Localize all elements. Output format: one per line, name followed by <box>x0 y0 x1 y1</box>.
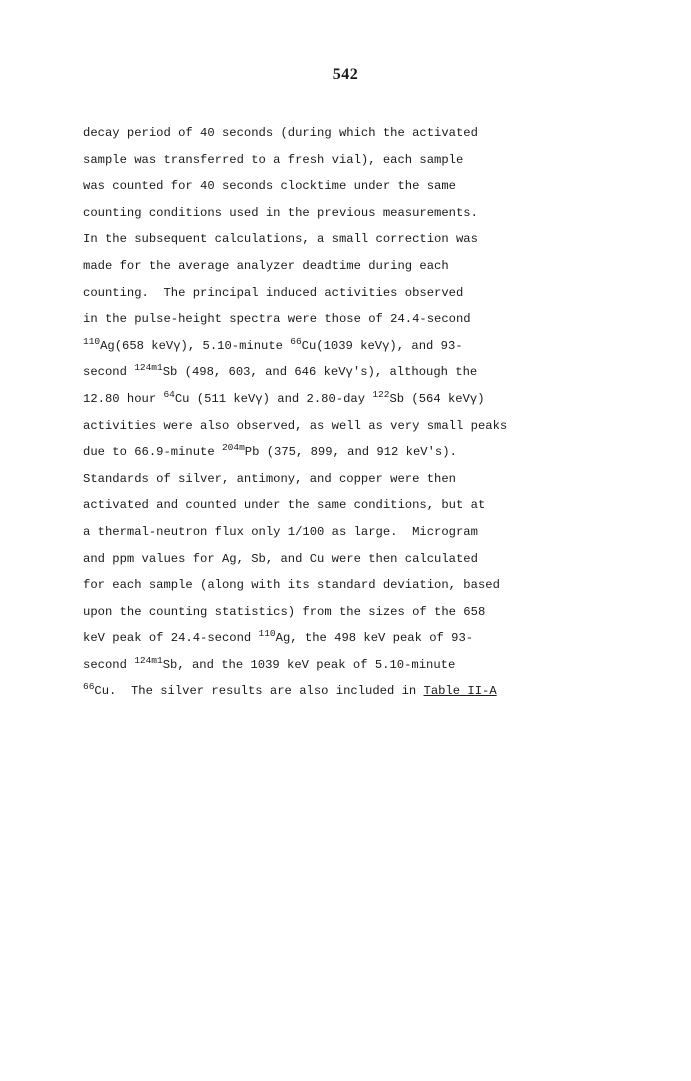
text-line <box>83 147 683 174</box>
text-segment: Sb, and the 1039 keV peak of 5.10-minute <box>162 657 456 672</box>
text-line <box>83 173 683 200</box>
text-line <box>83 492 683 519</box>
text-segment: for each sample (along with its standard deviation, based <box>83 578 500 593</box>
text-line <box>83 280 683 307</box>
text-line <box>83 625 683 652</box>
text-line <box>83 120 683 147</box>
text-segment: sample was transferred to a fresh vial), each sample <box>83 152 464 167</box>
text-segment: a thermal-neutron flux only 1/100 as large. Microgram <box>83 524 478 539</box>
text-line <box>83 386 683 413</box>
isotope-mass-superscript: 124m1 <box>134 362 163 374</box>
text-segment: Sb (564 keVγ) <box>389 391 485 406</box>
isotope-mass-superscript: 64 <box>163 388 175 400</box>
isotope-mass-superscript: 110 <box>258 628 276 640</box>
text-segment: Pb (375, 899, and 912 keV's). <box>244 445 457 460</box>
text-segment: Ag(658 keVγ), 5.10-minute <box>100 338 291 353</box>
text-line <box>83 678 683 705</box>
text-line <box>83 200 683 227</box>
text-segment: Ag, the 498 keV peak of 93- <box>275 631 474 646</box>
text-line <box>83 599 683 626</box>
text-segment: Cu(1039 keVγ), and 93- <box>301 338 463 353</box>
isotope-mass-superscript: 66 <box>83 681 95 693</box>
text-segment: due to 66.9-minute <box>83 445 222 460</box>
text-segment: keV peak of 24.4-second <box>83 631 259 646</box>
isotope-mass-superscript: 204m <box>221 442 245 454</box>
text-segment: counting. The principal induced activities observed <box>83 285 464 300</box>
text-segment: and ppm values for Ag, Sb, and Cu were then calculated <box>83 551 478 566</box>
text-line <box>83 253 683 280</box>
table-reference: Table II-A <box>423 684 497 699</box>
text-line <box>83 333 683 360</box>
text-segment: in the pulse-height spectra were those of 24.4-second <box>83 312 471 327</box>
text-line <box>83 413 683 440</box>
text-line <box>83 439 683 466</box>
text-line <box>83 359 683 386</box>
isotope-mass-superscript: 122 <box>372 388 390 400</box>
text-segment: Sb (498, 603, and 646 keVγ's), although the <box>162 365 478 380</box>
text-line <box>83 546 683 573</box>
text-segment: activities were also observed, as well as very small peaks <box>83 418 508 433</box>
text-segment: upon the counting statistics) from the sizes of the 658 <box>83 604 486 619</box>
text-segment: Cu (511 keVγ) and 2.80-day <box>174 391 373 406</box>
text-line <box>83 572 683 599</box>
text-segment: was counted for 40 seconds clocktime under the same <box>83 179 456 194</box>
text-segment: made for the average analyzer deadtime during each <box>83 258 449 273</box>
text-segment: second <box>83 365 135 380</box>
body-text <box>83 120 683 705</box>
text-segment: 12.80 hour <box>83 391 164 406</box>
text-segment: Cu. The silver results are also included in <box>94 684 424 699</box>
isotope-mass-superscript: 66 <box>290 335 302 347</box>
text-line <box>83 519 683 546</box>
isotope-mass-superscript: 124m1 <box>134 654 163 666</box>
text-segment: activated and counted under the same conditions, but at <box>83 498 486 513</box>
text-segment: Standards of silver, antimony, and copper were then <box>83 471 456 486</box>
text-line <box>83 466 683 493</box>
text-segment: In the subsequent calculations, a small correction was <box>83 232 478 247</box>
isotope-mass-superscript: 110 <box>83 335 101 347</box>
text-line <box>83 306 683 333</box>
page-number: 542 <box>332 66 359 83</box>
text-line <box>83 226 683 253</box>
text-segment: second <box>83 657 135 672</box>
text-segment: decay period of 40 seconds (during which the activated <box>83 126 478 140</box>
text-line <box>83 652 683 679</box>
text-segment: counting conditions used in the previous measurements. <box>83 205 478 220</box>
